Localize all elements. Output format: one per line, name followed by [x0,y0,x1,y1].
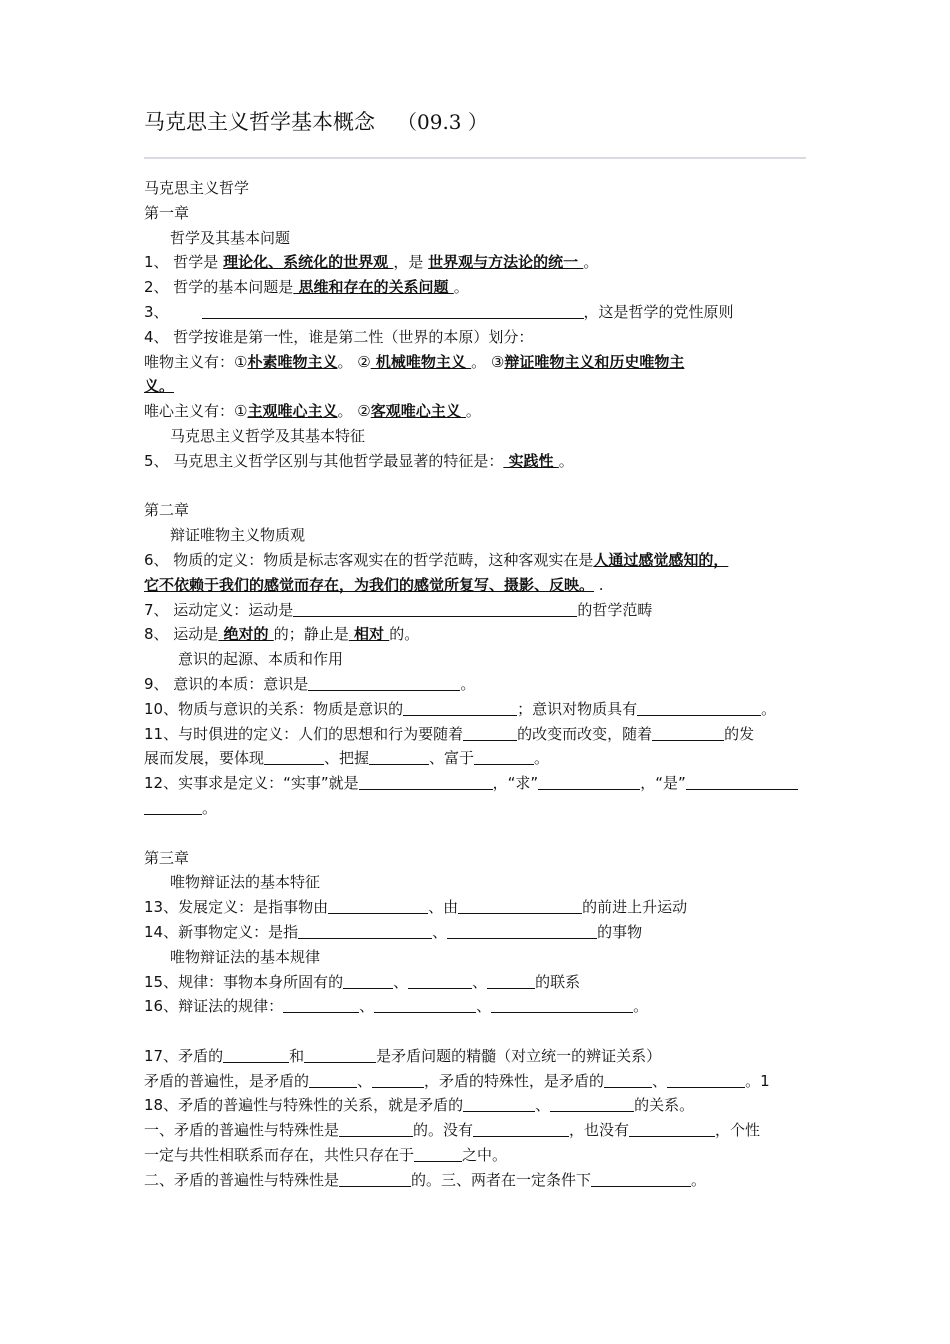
q10-text-c: 。 [761,699,777,718]
q15-text-a: 15、规律：事物本身所固有的 [144,972,344,991]
q17-text-b: 和 [289,1046,305,1065]
q16-blank-3 [491,996,633,1013]
q16-text-d: 。 [633,997,649,1016]
q12-blank-4 [144,798,202,815]
q11-text-d: 展而发展，要体现 [144,749,265,768]
chapter-2-title: 第二章 [144,501,190,520]
q11-blank-2 [652,724,724,741]
mat-text-c: 。 ③ [471,352,505,371]
q8-text-b: 的；静止是 [273,625,349,644]
q1-text-a: 1、 哲学是 [144,253,224,272]
ch2-section-2: 意识的起源、本质和作用 [178,650,344,669]
r1-text-e: 一定与共性相联系而存在，共性只存在于 [144,1146,415,1165]
univ-blank-1 [309,1071,357,1088]
q3-blank [202,302,584,319]
q17-text-a: 17、矛盾的 [144,1046,224,1065]
q2-answer: 思维和存在的关系问题 [293,278,454,297]
univ-blank-4 [667,1071,745,1088]
question-4: 4、 哲学按谁是第一性，谁是第二性（世界的本原）划分： [144,327,534,346]
q18-blank-1 [463,1095,535,1112]
relation-1-cont [144,1143,808,1168]
q18-text-c: 的关系。 [634,1096,695,1115]
q2-text-b: 。 [453,278,469,297]
mat-answer-1: 朴素唯物主义 [247,352,338,371]
spacer [144,1019,808,1044]
question-10 [144,697,808,722]
r1-text-b: 的。没有 [413,1121,474,1140]
r1-blank-1 [339,1120,413,1137]
ide-answer-2: 客观唯心主义 [370,402,466,421]
q15-blank-2 [408,972,472,989]
q5-text-a: 5、 马克思主义哲学区别与其他哲学最显著的特征是： [144,451,504,470]
q15-blank-3 [487,972,535,989]
q1-text-c: 。 [583,253,599,272]
q12-text-a: 12、实事求是定义：“实事”就是 [144,774,359,793]
q10-blank-1 [403,699,517,716]
q8-answer-1: 绝对的 [218,625,274,644]
q12-text-d: 。 [202,798,218,817]
q8-text-c: 的。 [389,625,420,644]
r1-blank-3 [629,1120,715,1137]
q15-text-b: 、 [393,972,409,991]
q1-answer-2: 世界观与方法论的统一 [428,253,584,272]
materialism-line [144,350,808,375]
r1-blank-2 [473,1120,569,1137]
q7-text-a: 7、 运动定义：运动是 [144,600,294,619]
q15-text-c: 、 [472,972,488,991]
q15-blank-1 [343,972,393,989]
q11-text-a: 11、与时俱进的定义：人们的思想和行为要随着 [144,724,464,743]
mat-answer-3b: 义。 [144,377,175,396]
ide-answer-1: 主观唯心主义 [247,402,338,421]
q6-text-a: 6、 物质的定义：物质是标志客观实在的哲学范畴，这种客观实在是 [144,550,594,569]
q12-blank-1 [359,773,493,790]
univ-text-a: 矛盾的普遍性，是矛盾的 [144,1071,310,1090]
r2-text-b: 的。三、两者在一定条件下 [411,1170,592,1189]
q10-text-b: ；意识对物质具有 [517,699,638,718]
univ-text-b: 、 [357,1071,373,1090]
q9-blank [308,674,460,691]
question-16 [144,994,808,1019]
q3-text-a: 3、 [144,302,169,321]
r1-blank-4 [414,1145,462,1162]
q14-blank-2 [447,922,597,939]
q17-blank-2 [304,1046,376,1063]
q12-blank-3 [686,773,798,790]
ide-text-a: 唯心主义有：① [144,402,248,421]
q18-blank-2 [550,1095,634,1112]
mat-text-a: 唯物主义有：① [144,352,248,371]
ch1-section-2: 马克思主义哲学及其基本特征 [170,426,366,445]
q11-text-g: 。 [534,749,550,768]
question-14 [144,920,808,945]
q18-text-a: 18、矛盾的普遍性与特殊性的关系，就是矛盾的 [144,1096,464,1115]
q1-answer-1: 理论化、系统化的世界观 [223,253,394,272]
q17-text-c: 是矛盾问题的精髓（对立统一的辨证关系） [376,1046,662,1065]
q16-text-b: 、 [359,997,375,1016]
universality-line [144,1069,808,1094]
q5-text-b: 。 [558,451,574,470]
question-18 [144,1093,808,1118]
q18-text-b: 、 [535,1096,551,1115]
q9-text-a: 9、 意识的本质：意识是 [144,674,309,693]
ch3-section-1: 唯物辩证法的基本特征 [170,873,321,892]
q11-text-b: 的改变而改变，随着 [517,724,653,743]
question-1 [144,250,808,275]
r1-text-c: ，也没有 [569,1121,630,1140]
q6-text-b: . [594,575,604,594]
q13-text-a: 13、发展定义：是指事物由 [144,898,329,917]
r1-text-f: 之中。 [462,1146,508,1165]
q14-text-b: 、 [432,922,448,941]
q11-text-c: 的发 [724,724,755,743]
q3-text-b: ，这是哲学的党性原则 [583,302,734,321]
r1-text-d: ，个性 [715,1121,761,1140]
q16-text-a: 16、辩证法的规律： [144,997,284,1016]
q15-text-d: 的联系 [535,972,581,991]
relation-1 [144,1118,808,1143]
q13-blank-1 [328,897,428,914]
univ-text-c: ，矛盾的特殊性，是矛盾的 [424,1071,605,1090]
mat-answer-2: 机械唯物主义 [370,352,472,371]
q11-blank-4 [369,748,429,765]
question-3 [144,300,808,325]
q6-answer-2: 它不依赖于我们的感觉而存在，为我们的感觉所复写、摄影、反映。 [144,575,595,594]
r2-text-a: 二、矛盾的普遍性与特殊性是 [144,1170,340,1189]
spacer [144,821,808,846]
idealism-line [144,399,808,424]
document-title [144,106,488,136]
q9-text-b: 。 [460,674,476,693]
question-12 [144,771,808,796]
ch3-section-2: 唯物辩证法的基本规律 [170,947,321,966]
q8-text-a: 8、 运动是 [144,625,219,644]
chapter-3-title: 第三章 [144,848,190,867]
q13-text-b: 、由 [428,898,459,917]
title-date: （09.3 ） [397,110,488,134]
q13-blank-2 [458,897,582,914]
q11-text-f: 、富于 [429,749,475,768]
q12-blank-2 [538,773,640,790]
chapter-1-title: 第一章 [144,203,190,222]
relation-2 [144,1168,808,1193]
univ-text-e: 。1 [745,1071,770,1090]
q7-text-b: 的哲学范畴 [577,600,653,619]
header-text: 马克思主义哲学 [144,179,250,197]
spacer [144,474,808,499]
q16-blank-1 [283,996,359,1013]
q11-blank-3 [264,748,324,765]
title-divider [144,157,806,159]
question-17 [144,1044,808,1069]
q6-answer-1: 人通过感觉感知的， [593,550,729,569]
title-text: 马克思主义哲学基本概念 [144,110,375,134]
q12-text-b: ，“求” [492,774,539,793]
q12-text-c: ，“是” [640,774,686,793]
question-11-cont [144,746,808,771]
question-8 [144,622,808,647]
q11-blank-1 [463,724,517,741]
question-7 [144,598,808,623]
ide-text-b: 。 ② [337,402,371,421]
q2-text-a: 2、 哲学的基本问题是 [144,278,294,297]
question-2 [144,275,808,300]
ide-text-c: 。 [465,402,481,421]
q16-text-c: 、 [476,997,492,1016]
question-9 [144,672,808,697]
r1-text-a: 一、矛盾的普遍性与特殊性是 [144,1121,340,1140]
question-13 [144,895,808,920]
q17-blank-1 [223,1046,289,1063]
question-5 [144,449,808,474]
q14-text-a: 14、新事物定义：是指 [144,922,299,941]
q16-blank-2 [374,996,476,1013]
question-6 [144,548,808,573]
ch2-section-1: 辩证唯物主义物质观 [170,526,306,545]
question-6-cont [144,573,808,598]
q14-blank-1 [298,922,432,939]
r2-blank-1 [339,1170,411,1187]
mat-text-b: 。 ② [337,352,371,371]
q11-text-e: 、把握 [324,749,370,768]
document-body [144,176,808,1193]
q10-blank-2 [637,699,761,716]
univ-blank-3 [604,1071,652,1088]
mat-answer-3: 辩证唯物主义和历史唯物主 [504,352,685,371]
question-12-cont [144,796,808,821]
q7-blank [293,600,577,617]
q8-answer-2: 相对 [348,625,390,644]
ch1-section-1: 哲学及其基本问题 [170,228,291,247]
q11-blank-5 [474,748,534,765]
q13-text-c: 的前进上升运动 [582,898,688,917]
q14-text-c: 的事物 [597,922,643,941]
univ-blank-2 [372,1071,424,1088]
question-15 [144,970,808,995]
q5-answer: 实践性 [503,451,559,470]
q10-text-a: 10、物质与意识的关系：物质是意识的 [144,699,404,718]
materialism-line-2 [144,374,808,399]
r2-text-c: 。 [691,1170,707,1189]
question-11 [144,722,808,747]
univ-text-d: 、 [652,1071,668,1090]
q1-text-b: ，是 [393,253,429,272]
r2-blank-2 [591,1170,691,1187]
